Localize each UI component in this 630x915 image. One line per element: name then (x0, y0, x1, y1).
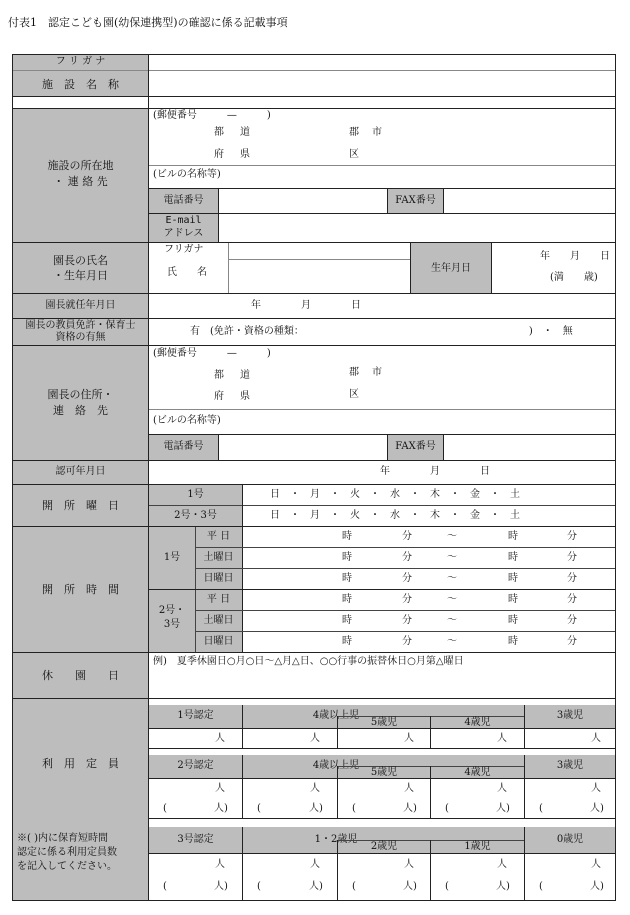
row-line-526 (12, 526, 616, 527)
residence-to: 都 (214, 370, 224, 381)
cert2-paren-1: ( (257, 803, 261, 814)
residence-fu: 府 (214, 391, 224, 402)
residence-do: 道 (240, 370, 250, 381)
holidays-label: 休 園 日 (42, 669, 119, 682)
open-hours-label: 開 所 時 間 (42, 583, 119, 596)
form-outer-border (12, 54, 616, 901)
row-line-96 (12, 96, 616, 97)
hours-r3-min2: 分 (567, 573, 577, 584)
residence-postal: (郵便番号 — ) (153, 348, 271, 359)
address-email-label-line2: アドレス (163, 228, 204, 239)
cert2-col1: 5歳児 (370, 767, 398, 778)
cert3-paren-0: ( (163, 881, 167, 892)
cert1-unit-0: 人 (215, 733, 225, 744)
address-email-label-line1: E-mail (165, 215, 202, 226)
cert2-paren-2: ( (352, 803, 356, 814)
residence-building: (ビルの名称等) (153, 415, 221, 426)
cert2-name: 2号認定 (177, 760, 214, 771)
hours-r6-tilde: ～ (447, 636, 457, 647)
hours-r5-min1: 分 (402, 615, 412, 626)
cert3-punit-1: 人) (309, 881, 323, 892)
director-furigana-label: フリガナ (164, 244, 204, 255)
cert3-punit-2: 人) (403, 881, 417, 892)
cert2-punit-2: 人) (403, 803, 417, 814)
row-line-242 (12, 242, 616, 243)
address-fu: 府 (214, 149, 224, 160)
cert3-unit-3: 人 (497, 859, 507, 870)
address-shi: 市 (372, 127, 382, 138)
open-hours-g2-saturday: 土曜日 (203, 615, 234, 626)
hours-r6-hour2: 時 (508, 636, 518, 647)
cert2-age-group: 4歳以上児 (312, 760, 360, 771)
address-phone-label: 電話番号 (163, 195, 204, 206)
cert3-col2: 1歳児 (464, 841, 491, 852)
capacity-note-line3: を記入してください。 (17, 861, 117, 872)
residence-gun: 郡 (349, 367, 359, 378)
director-birth-label: 生年月日 (431, 263, 471, 274)
cert3-unit-4: 人 (591, 859, 601, 870)
approval-date: 年 月 日 (380, 466, 490, 477)
cert2-paren-3: ( (445, 803, 449, 814)
cert1-unit-4: 人 (591, 733, 601, 744)
residence-label-line2: 連 絡 先 (53, 404, 108, 417)
address-ku: 区 (349, 149, 359, 160)
hours-r1-min1: 分 (402, 531, 412, 542)
row-line-698 (12, 698, 616, 699)
open-days-row2-label: 2号・3号 (174, 510, 217, 521)
address-label-line1: 施設の所在地 (47, 159, 114, 172)
residence-phone-label: 電話番号 (163, 441, 204, 452)
holidays-text: 例) 夏季休園日○月○日～△月△日、○○行事の振替休日○月第△曜日 (153, 656, 464, 667)
cert2-punit-3: 人) (496, 803, 510, 814)
cert2-unit-3: 人 (497, 783, 507, 794)
cert2-unit-2: 人 (404, 783, 414, 794)
hours-r1-hour1: 時 (342, 531, 352, 542)
capacity-note-line2: 認定に係る利用定員数 (17, 847, 117, 858)
open-days-row2-days: 日 ・ 月 ・ 火 ・ 水 ・ 木 ・ 金 ・ 土 (270, 510, 520, 521)
cert3-paren-3: ( (445, 881, 449, 892)
director-label-line2: ・生年月日 (53, 269, 108, 282)
cert3-unit-0: 人 (215, 859, 225, 870)
cert3-paren-1: ( (257, 881, 261, 892)
capacity-note-line1: ※( )内に保育短時間 (17, 833, 108, 844)
cert3-punit-0: 人) (214, 881, 228, 892)
open-hours-g2-sunday: 日曜日 (203, 636, 234, 647)
cert3-punit-4: 人) (590, 881, 604, 892)
row-line-460 (12, 460, 616, 461)
hours-r4-min2: 分 (567, 594, 577, 605)
hours-r1-hour2: 時 (508, 531, 518, 542)
hours-r4-tilde: ～ (447, 594, 457, 605)
address-ken: 県 (240, 149, 250, 160)
address-to: 都 (214, 127, 224, 138)
cert2-unit-4: 人 (591, 783, 601, 794)
hours-r3-min1: 分 (402, 573, 412, 584)
license-text: 有 (免許・資格の種類： ) ・ 無 (190, 326, 573, 337)
cert3-name: 3号認定 (177, 834, 214, 845)
open-hours-g1-weekday: 平 日 (206, 531, 231, 542)
director-name-label: 氏 名 (167, 267, 207, 278)
open-hours-group1: 1号 (163, 552, 181, 563)
cert1-unit-2: 人 (404, 733, 414, 744)
cert3-unit-2: 人 (404, 859, 414, 870)
hours-r4-hour1: 時 (342, 594, 352, 605)
hours-r2-min2: 分 (567, 552, 577, 563)
hours-r2-min1: 分 (402, 552, 412, 563)
cert2-col2: 4歳児 (464, 767, 491, 778)
residence-ku: 区 (349, 389, 359, 400)
capacity-label: 利 用 定 員 (42, 757, 119, 770)
approval-label: 認可年月日 (55, 466, 106, 477)
hours-r5-hour2: 時 (508, 615, 518, 626)
page-title: 付表1 認定こども園(幼保連携型)の確認に係る記載事項 (8, 16, 288, 29)
hours-r3-tilde: ～ (447, 573, 457, 584)
cert3-col3: 0歳児 (556, 834, 584, 845)
cert2-unit-1: 人 (310, 783, 320, 794)
cert1-name: 1号認定 (177, 710, 214, 721)
row-line-108 (12, 108, 616, 109)
cert2-punit-4: 人) (590, 803, 604, 814)
cert2-paren-0: ( (163, 803, 167, 814)
facility-furigana-label: フ リ ガ ナ (55, 56, 106, 67)
cert1-col2: 4歳児 (464, 717, 491, 728)
director-label-line1: 園長の氏名 (53, 254, 108, 267)
cert1-unit-3: 人 (497, 733, 507, 744)
cert2-punit-1: 人) (309, 803, 323, 814)
hours-r2-hour1: 時 (342, 552, 352, 563)
open-days-row1-label: 1号 (187, 489, 204, 500)
hours-r3-hour2: 時 (508, 573, 518, 584)
cert2-paren-4: ( (539, 803, 543, 814)
hours-r3-hour1: 時 (342, 573, 352, 584)
cert1-col1: 5歳児 (370, 717, 398, 728)
row-line-345 (12, 345, 616, 346)
facility-name-label: 施 設 名 称 (42, 78, 119, 91)
address-do: 道 (240, 127, 250, 138)
cert1-col3: 3歳児 (556, 710, 584, 721)
hours-r2-tilde: ～ (447, 552, 457, 563)
row-line-318 (12, 318, 616, 319)
cert2-punit-0: 人) (214, 803, 228, 814)
director-age: (満 歳) (550, 272, 598, 283)
residence-shi: 市 (372, 367, 382, 378)
open-hours-g2-weekday: 平 日 (206, 594, 231, 605)
residence-ken: 県 (240, 391, 250, 402)
open-days-row1-days: 日 ・ 月 ・ 火 ・ 水 ・ 木 ・ 金 ・ 土 (270, 489, 520, 500)
cert3-paren-2: ( (352, 881, 356, 892)
cert2-col3: 3歳児 (556, 760, 584, 771)
open-hours-group2-line2: 3号 (163, 619, 181, 630)
hours-r6-hour1: 時 (342, 636, 352, 647)
address-gun: 郡 (349, 127, 359, 138)
residence-fax-label: FAX番号 (395, 441, 436, 452)
row-line-484 (12, 484, 616, 485)
appointment-date: 年 月 日 (251, 300, 361, 311)
label-column-line (148, 54, 149, 901)
open-hours-g1-sunday: 日曜日 (203, 573, 234, 584)
license-label-line2: 資格の有無 (55, 332, 106, 343)
residence-label-line1: 園長の住所・ (47, 388, 114, 401)
director-birth-right-line (491, 242, 492, 293)
hours-r1-min2: 分 (567, 531, 577, 542)
address-postal: (郵便番号 — ) (153, 110, 271, 121)
hours-r6-min1: 分 (402, 636, 412, 647)
hours-r5-tilde: ～ (447, 615, 457, 626)
hours-r1-tilde: ～ (447, 531, 457, 542)
hours-r4-min1: 分 (402, 594, 412, 605)
hours-r6-min2: 分 (567, 636, 577, 647)
open-hours-g1-saturday: 土曜日 (203, 552, 234, 563)
hours-r4-hour2: 時 (508, 594, 518, 605)
address-building: (ビルの名称等) (153, 169, 221, 180)
director-birth-left-line (410, 242, 411, 293)
cert3-col1: 2歳児 (370, 841, 398, 852)
director-birth-date: 年 月 日 (540, 251, 610, 262)
hours-r2-hour2: 時 (508, 552, 518, 563)
cert1-age-group: 4歳以上児 (312, 710, 360, 721)
cert3-age-group: 1・2歳児 (314, 834, 358, 845)
address-fax-label: FAX番号 (395, 195, 436, 206)
cert3-punit-3: 人) (496, 881, 510, 892)
hours-r5-hour1: 時 (342, 615, 352, 626)
hours-r5-min2: 分 (567, 615, 577, 626)
open-days-label: 開 所 曜 日 (42, 499, 119, 512)
cert3-unit-1: 人 (310, 859, 320, 870)
cert2-unit-0: 人 (215, 783, 225, 794)
row-line-293 (12, 293, 616, 294)
open-hours-group2-line1: 2号・ (158, 605, 186, 616)
cert1-unit-1: 人 (310, 733, 320, 744)
row-line-652 (12, 652, 616, 653)
license-label-line1: 園長の教員免許・保育士 (25, 320, 136, 331)
address-label-line2: ・ 連 絡 先 (53, 175, 108, 188)
cert3-paren-4: ( (539, 881, 543, 892)
appointment-label: 園長就任年月日 (45, 300, 116, 311)
